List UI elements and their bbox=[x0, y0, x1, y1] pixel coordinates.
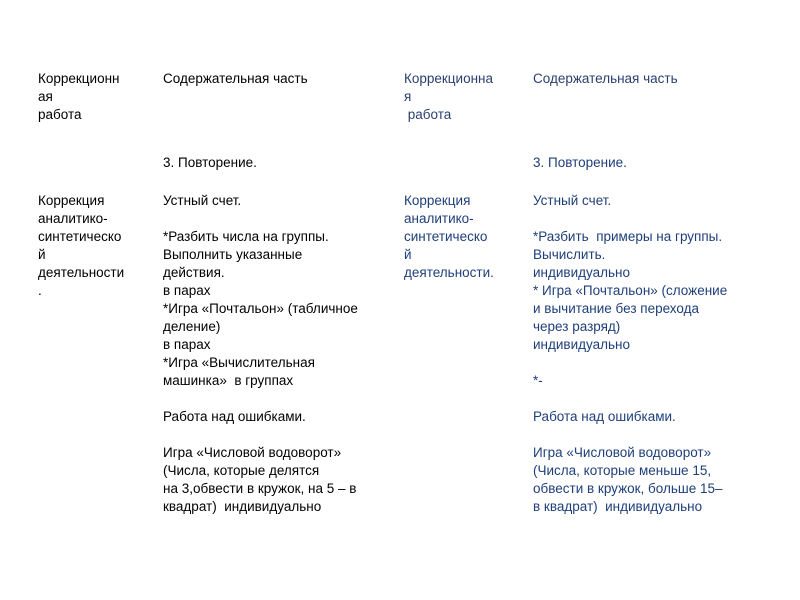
left-content-line: *Игра «Почтальон» (табличное bbox=[163, 301, 358, 316]
right-correction-label bbox=[404, 192, 529, 282]
right-content-line: Работа над ошибками. bbox=[533, 409, 676, 424]
right-label-line: Коррекция bbox=[404, 193, 471, 208]
left-content-line bbox=[163, 210, 398, 228]
right-content-line: * Игра «Почтальон» (сложение bbox=[533, 283, 728, 298]
left-content-line: Выполнить указанные bbox=[163, 247, 303, 262]
left-content-line: на 3,обвести в кружок, на 5 – в bbox=[163, 481, 357, 496]
right-review bbox=[533, 154, 627, 172]
header-left-content bbox=[163, 70, 393, 88]
right-content-line bbox=[533, 426, 773, 444]
left-content-line: Игра «Числовой водоворот» bbox=[163, 445, 342, 460]
right-content-line: и вычитание без перехода bbox=[533, 301, 700, 316]
header-right-label bbox=[404, 70, 529, 124]
left-content-line bbox=[163, 390, 398, 408]
left-label-line: аналитико- bbox=[38, 211, 108, 226]
left-correction-label bbox=[38, 192, 163, 300]
header-right-label-line: я bbox=[404, 89, 412, 104]
right-content-line: *Разбить примеры на группы. bbox=[533, 229, 723, 244]
header-left-label-line: Коррекционн bbox=[38, 71, 120, 86]
left-label-line: деятельности bbox=[38, 265, 125, 280]
right-content-line: обвести в кружок, больше 15– bbox=[533, 481, 723, 496]
right-content-line: в квадрат) индивидуально bbox=[533, 499, 703, 514]
header-right-label-line: работа bbox=[404, 107, 452, 122]
header-left-label-line: ая bbox=[38, 89, 53, 104]
right-content-line: *- bbox=[533, 373, 543, 388]
left-content-line: Устный счет. bbox=[163, 193, 242, 208]
left-content-line: (Числа, которые делятся bbox=[163, 463, 320, 478]
right-content-line bbox=[533, 210, 773, 228]
left-label-line: Коррекция bbox=[38, 193, 105, 208]
header-right-content bbox=[533, 70, 773, 88]
left-label-line: й bbox=[38, 247, 46, 262]
left-content-line: действия. bbox=[163, 265, 225, 280]
right-label-line: аналитико- bbox=[404, 211, 474, 226]
header-right-content-title: Содержательная часть bbox=[533, 71, 678, 86]
right-content-line: (Числа, которые меньше 15, bbox=[533, 463, 712, 478]
left-content-line: машинка» в группах bbox=[163, 373, 294, 388]
left-content-line: в парах bbox=[163, 337, 211, 352]
header-left-label bbox=[38, 70, 158, 124]
right-content-line: Устный счет. bbox=[533, 193, 612, 208]
right-content-line: Вычислить. bbox=[533, 247, 606, 262]
right-label-line: синтетическо bbox=[404, 229, 488, 244]
right-content-line: через разряд) bbox=[533, 319, 621, 334]
right-label-line: деятельности. bbox=[404, 265, 494, 280]
right-content bbox=[533, 192, 773, 516]
left-review-text: 3. Повторение. bbox=[163, 155, 257, 170]
left-content bbox=[163, 192, 398, 516]
right-content-line bbox=[533, 390, 773, 408]
left-content-line: Работа над ошибками. bbox=[163, 409, 306, 424]
header-left-label-line: работа bbox=[38, 107, 82, 122]
right-content-line: Игра «Числовой водоворот» bbox=[533, 445, 712, 460]
left-label-line: . bbox=[38, 283, 42, 298]
left-content-line: *Игра «Вычислительная bbox=[163, 355, 315, 370]
left-content-line: деление) bbox=[163, 319, 221, 334]
left-label-line: синтетическо bbox=[38, 229, 122, 244]
header-right-label-line: Коррекционна bbox=[404, 71, 494, 86]
header-left-content-title: Содержательная часть bbox=[163, 71, 308, 86]
left-content-line bbox=[163, 426, 398, 444]
left-review bbox=[163, 154, 257, 172]
right-content-line: индивидуально bbox=[533, 337, 630, 352]
right-review-text: 3. Повторение. bbox=[533, 155, 627, 170]
right-label-line: й bbox=[404, 247, 412, 262]
right-content-line bbox=[533, 354, 773, 372]
left-content-line: в парах bbox=[163, 283, 211, 298]
right-content-line: индивидуально bbox=[533, 265, 630, 280]
left-content-line: квадрат) индивидуально bbox=[163, 499, 322, 514]
left-content-line: *Разбить числа на группы. bbox=[163, 229, 329, 244]
